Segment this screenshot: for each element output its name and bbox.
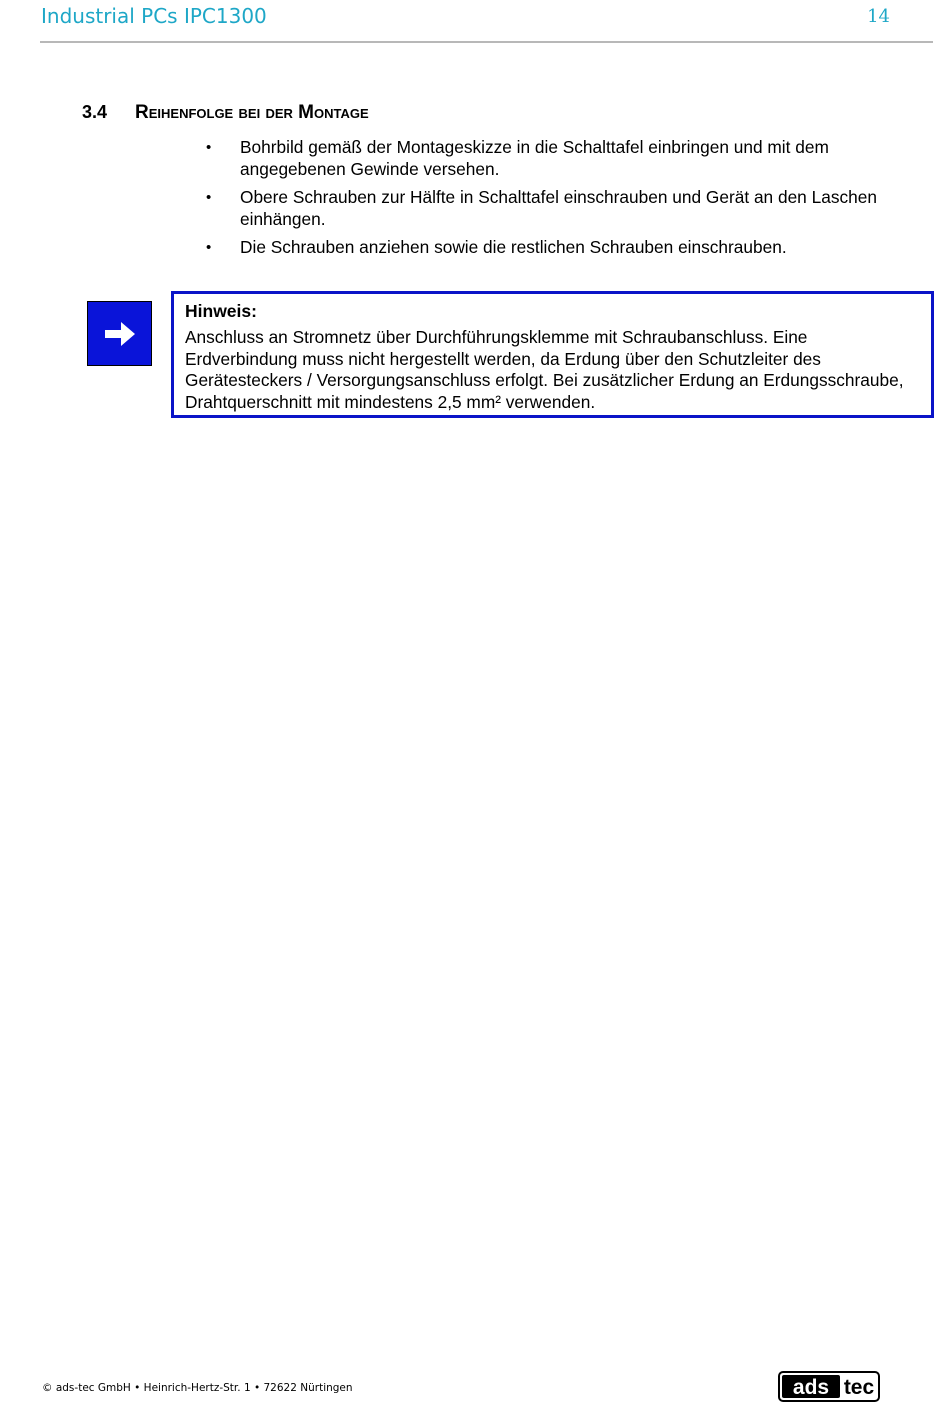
note-box [171,291,934,418]
list-item-text: Die Schrauben anziehen sowie die restlichen Schrauben einschrauben. [240,237,787,257]
list-item-text: Obere Schrauben zur Hälfte in Schalttafel einschrauben und Gerät an den Laschen einhängen. [240,187,877,229]
list-item [206,187,906,230]
svg-text:tec: tec [843,1376,875,1399]
svg-text:ads: ads [792,1376,830,1399]
section-heading [82,102,369,124]
ads-tec-logo [778,1371,880,1402]
list-item-text: Bohrbild gemäß der Montageskizze in die Schalttafel einbringen und mit dem angegebenen Gewinde versehen. [240,137,829,179]
section-title: Reihenfolge bei der Montage [135,102,369,123]
list-item [206,237,906,259]
list-item [206,137,906,180]
section-number: 3.4 [82,102,108,122]
mounting-steps-list [206,137,906,266]
note-text: Anschluss an Stromnetz über Durchführungsklemme mit Schraubanschluss. Eine Erdverbindung muss nicht hergestellt werden, da Erdung über den Schutzleiter des Gerätesteckers / Versorgungsanschluss erfolgt. Bei zusätzlicher Erdung an Erdungsschraube, Drahtquerschnitt mit mindestens 2,5 mm² verwenden. [185,327,904,412]
document-title: Industrial PCs IPC1300 [41,4,267,28]
footer-address: © ads-tec GmbH • Heinrich-Hertz-Str. 1 • 72622 Nürtingen [42,1382,353,1394]
bullet-icon: • [206,239,212,256]
page-number: 14 [867,6,890,27]
bullet-icon: • [206,189,212,206]
bullet-icon: • [206,139,212,156]
header-divider [40,41,933,43]
note-title: Hinweis: [185,301,257,321]
arrow-right-icon [87,301,152,366]
